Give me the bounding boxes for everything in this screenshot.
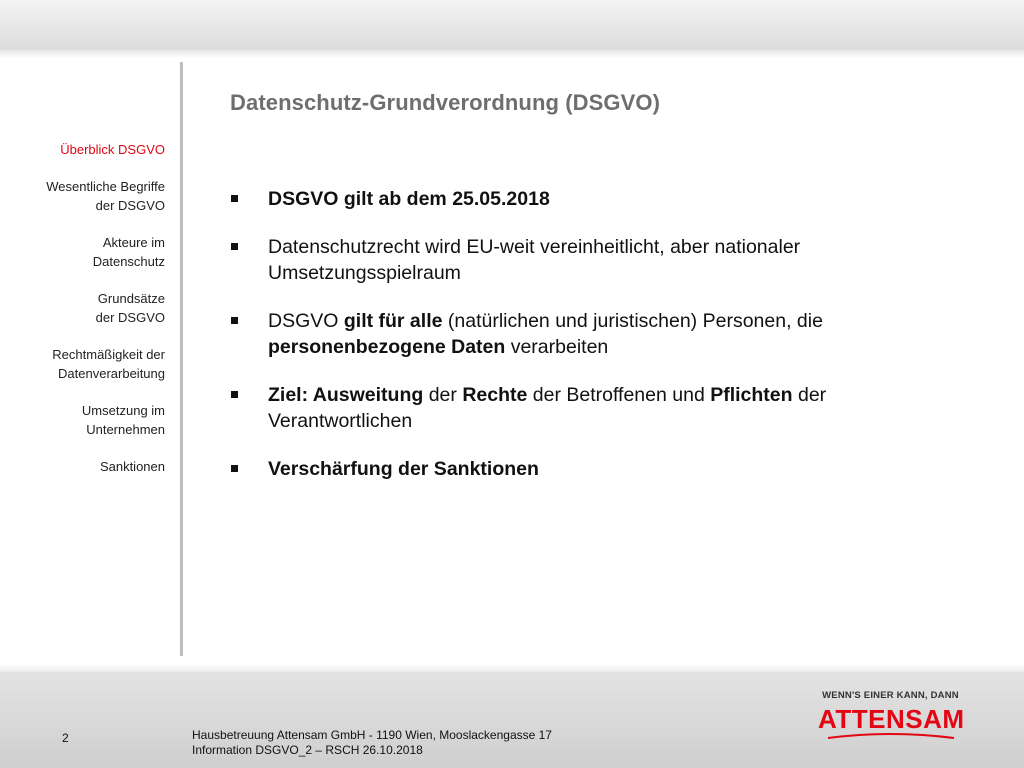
bullet-text-segment: (natürlichen und juristischen) Personen, die — [442, 310, 823, 332]
bullet-text-segment: Datenschutzrecht wird EU-weit vereinheitlicht, aber nationaler Umsetzungsspielraum — [268, 236, 801, 284]
footer-info — [192, 728, 552, 758]
bullet-text-segment: der Verantwortlichen — [268, 384, 827, 432]
slide-title: Datenschutz-Grundverordnung (DSGVO) — [230, 90, 661, 115]
footer-company-line: Hausbetreuung Attensam GmbH - 1190 Wien, Mooslackengasse 17 — [192, 728, 552, 742]
sidebar-item-4[interactable]: Grundsätze der DSGVO — [95, 291, 165, 325]
logo-tagline: WENN'S EINER KANN, DANN — [822, 690, 959, 701]
bullet-item — [230, 456, 920, 482]
bullet-item — [230, 234, 920, 286]
bullet-text-segment: DSGVO — [268, 310, 344, 332]
bullet-item — [230, 186, 920, 212]
sidebar-item-5[interactable]: Rechtmäßigkeit der Datenverarbeitung — [52, 347, 165, 381]
bullet-text-segment: Rechte — [462, 384, 528, 406]
bullet-item — [230, 308, 920, 360]
sidebar-item-7[interactable]: Sanktionen — [99, 459, 165, 474]
bullet-text-segment: personenbezogene Daten — [268, 336, 506, 358]
page-number: 2 — [62, 731, 69, 745]
sidebar-item-6[interactable]: Umsetzung im Unternehmen — [81, 403, 165, 437]
bullet-text-segment: Pflichten — [710, 384, 793, 406]
square-bullet-icon — [231, 465, 238, 472]
bullet-text-segment: der Betroffenen und — [527, 384, 711, 406]
square-bullet-icon — [231, 195, 238, 202]
bullet-text-segment: verarbeiten — [505, 336, 609, 358]
vertical-divider — [180, 62, 183, 656]
bullet-list — [230, 186, 920, 504]
sidebar-item-1[interactable]: Überblick DSGVO — [60, 142, 165, 157]
bullet-text-segment: der — [423, 384, 463, 406]
sidebar-navigation — [0, 140, 165, 494]
square-bullet-icon — [231, 391, 238, 398]
bullet-text-segment: DSGVO gilt ab dem 25.05.2018 — [268, 188, 550, 210]
bullet-text-segment: Verschärfung der Sanktionen — [268, 458, 539, 480]
bullet-text-segment: Ziel: Ausweitung — [268, 384, 424, 406]
bullet-item — [230, 382, 920, 434]
square-bullet-icon — [231, 317, 238, 324]
footer-document-line: Information DSGVO_2 – RSCH 26.10.2018 — [192, 743, 423, 757]
bullet-text-segment: gilt für alle — [343, 310, 443, 332]
header-band — [0, 0, 1024, 50]
sidebar-item-2[interactable]: Wesentliche Begriffe der DSGVO — [46, 179, 165, 213]
sidebar-item-3[interactable]: Akteure im Datenschutz — [92, 235, 165, 269]
attensam-logo — [818, 690, 963, 750]
logo-brand: ATTENSAM — [818, 704, 965, 734]
square-bullet-icon — [231, 243, 238, 250]
